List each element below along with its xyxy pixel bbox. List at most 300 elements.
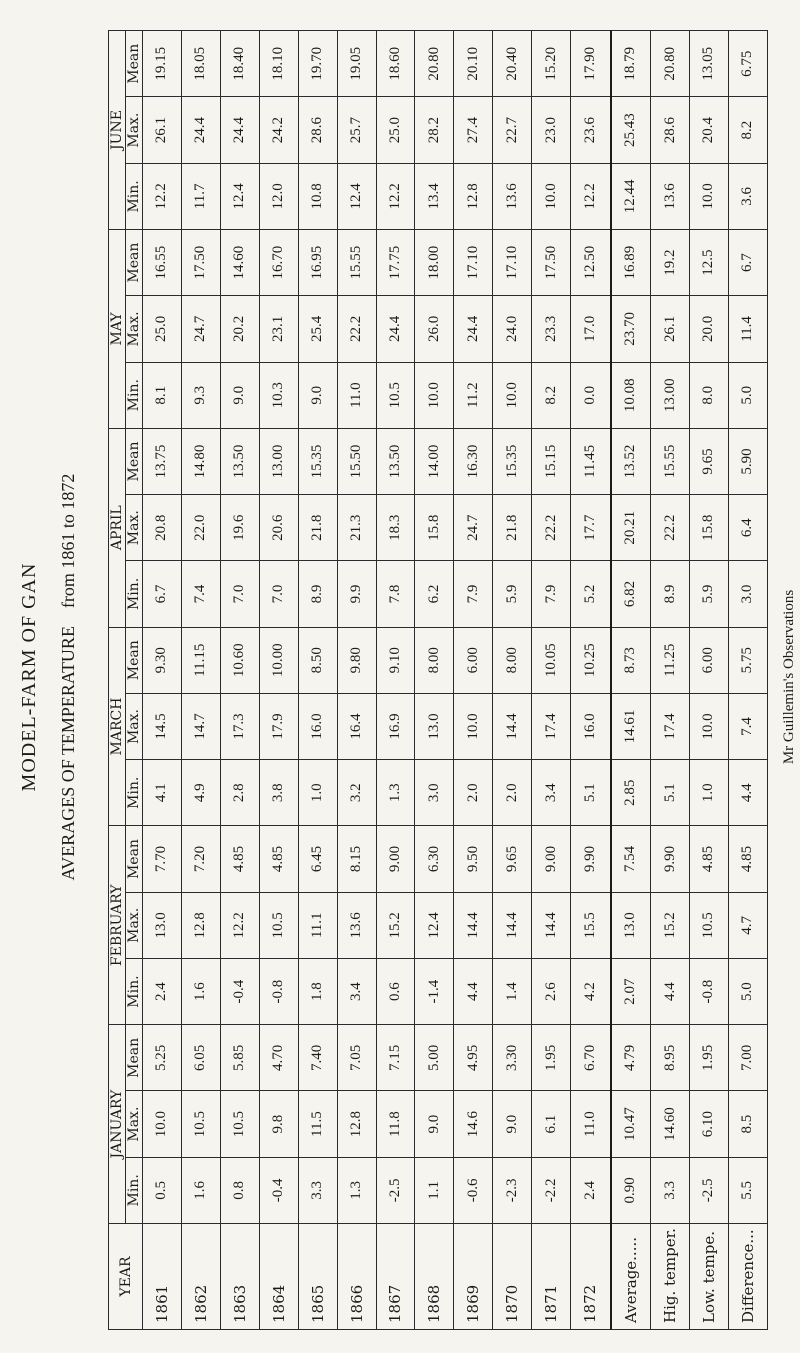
value-cell: 19.70 [298, 31, 337, 97]
value-cell: 20.8 [143, 495, 182, 561]
value-cell: 17.0 [571, 296, 611, 362]
value-cell: 18.10 [259, 31, 298, 97]
row-label: 1862 [181, 1224, 220, 1330]
running-header [770, 0, 800, 1353]
value-cell: 8.9 [651, 561, 690, 627]
value-cell: 23.70 [611, 296, 651, 362]
value-cell: 13.0 [611, 892, 651, 958]
value-cell: 12.44 [611, 163, 651, 229]
value-cell: 11.1 [298, 892, 337, 958]
row-label: 1864 [259, 1224, 298, 1330]
value-cell: -2.3 [493, 1157, 532, 1223]
value-cell: 10.5 [220, 1091, 259, 1157]
subheader-mean: Mean [126, 627, 143, 693]
value-cell: 24.7 [454, 495, 493, 561]
value-cell: 23.1 [259, 296, 298, 362]
value-cell: 17.90 [571, 31, 611, 97]
value-cell: 7.00 [728, 1025, 767, 1091]
value-cell: 4.4 [651, 958, 690, 1024]
value-cell: 15.50 [337, 428, 376, 494]
value-cell: 1.4 [493, 958, 532, 1024]
value-cell: 7.54 [611, 826, 651, 892]
value-cell: 1.3 [376, 760, 415, 826]
value-cell: 5.1 [651, 760, 690, 826]
page-title: MODEL-FARM OF GAN [18, 562, 40, 791]
value-cell: 28.6 [651, 97, 690, 163]
subheader-min: Min. [126, 958, 143, 1024]
value-cell: 4.85 [259, 826, 298, 892]
value-cell: 2.07 [611, 958, 651, 1024]
value-cell: 13.0 [143, 892, 182, 958]
value-cell: 6.30 [415, 826, 454, 892]
value-cell: 17.3 [220, 693, 259, 759]
value-cell: 18.40 [220, 31, 259, 97]
row-label: 1865 [298, 1224, 337, 1330]
value-cell: 26.1 [651, 296, 690, 362]
value-cell: 6.10 [689, 1091, 728, 1157]
value-cell: 24.2 [259, 97, 298, 163]
value-cell: 10.47 [611, 1091, 651, 1157]
value-cell: 13.52 [611, 428, 651, 494]
value-cell: 10.0 [454, 693, 493, 759]
value-cell: 3.3 [651, 1157, 690, 1223]
month-header-may: MAY [109, 230, 126, 429]
value-cell: -2.5 [689, 1157, 728, 1223]
value-cell: 18.3 [376, 495, 415, 561]
value-cell: 9.90 [651, 826, 690, 892]
value-cell: 27.4 [454, 97, 493, 163]
value-cell: 6.45 [298, 826, 337, 892]
row-label: 1870 [493, 1224, 532, 1330]
value-cell: 13.00 [651, 362, 690, 428]
table-row [376, 31, 415, 1330]
value-cell: -0.8 [259, 958, 298, 1024]
value-cell: 23.6 [571, 97, 611, 163]
value-cell: 17.50 [532, 230, 571, 296]
value-cell: 22.2 [651, 495, 690, 561]
value-cell: 15.15 [532, 428, 571, 494]
value-cell: 5.2 [571, 561, 611, 627]
value-cell: 5.9 [493, 561, 532, 627]
value-cell: 7.70 [143, 826, 182, 892]
subheader-max: Max. [126, 296, 143, 362]
value-cell: 3.4 [337, 958, 376, 1024]
value-cell: 20.80 [651, 31, 690, 97]
table-row [298, 31, 337, 1330]
value-cell: 5.9 [689, 561, 728, 627]
year-header: YEAR [109, 1224, 143, 1330]
value-cell: 12.0 [259, 163, 298, 229]
value-cell: 4.95 [454, 1025, 493, 1091]
value-cell: 7.9 [532, 561, 571, 627]
value-cell: 16.9 [376, 693, 415, 759]
subheader-max: Max. [126, 1091, 143, 1157]
value-cell: 7.9 [454, 561, 493, 627]
row-label: 1871 [532, 1224, 571, 1330]
value-cell: 4.1 [143, 760, 182, 826]
value-cell: 10.0 [689, 693, 728, 759]
value-cell: 8.00 [493, 627, 532, 693]
value-cell: 10.5 [376, 362, 415, 428]
value-cell: 26.1 [143, 97, 182, 163]
value-cell: 19.2 [651, 230, 690, 296]
page-subtitle [58, 473, 79, 880]
subheader-mean: Mean [126, 230, 143, 296]
temperature-table [108, 30, 768, 1330]
value-cell: 6.7 [728, 230, 767, 296]
value-cell: 8.50 [298, 627, 337, 693]
row-label: 1866 [337, 1224, 376, 1330]
value-cell: 10.5 [181, 1091, 220, 1157]
month-header-june: JUNE [109, 31, 126, 230]
value-cell: 24.7 [181, 296, 220, 362]
value-cell: 17.4 [651, 693, 690, 759]
value-cell: 0.8 [220, 1157, 259, 1223]
value-cell: 25.0 [143, 296, 182, 362]
table-row [571, 31, 611, 1330]
value-cell: 8.2 [728, 97, 767, 163]
value-cell: 20.2 [220, 296, 259, 362]
value-cell: 24.0 [493, 296, 532, 362]
subheader-max: Max. [126, 693, 143, 759]
value-cell: 1.6 [181, 958, 220, 1024]
value-cell: 6.05 [181, 1025, 220, 1091]
value-cell: 18.79 [611, 31, 651, 97]
value-cell: 22.2 [337, 296, 376, 362]
value-cell: 10.00 [259, 627, 298, 693]
value-cell: 17.50 [181, 230, 220, 296]
value-cell: 16.55 [143, 230, 182, 296]
value-cell: 16.70 [259, 230, 298, 296]
value-cell: 4.4 [454, 958, 493, 1024]
value-cell: 9.90 [571, 826, 611, 892]
value-cell: 9.0 [493, 1091, 532, 1157]
value-cell: 9.65 [493, 826, 532, 892]
value-cell: 2.0 [454, 760, 493, 826]
month-header-march: MARCH [109, 627, 126, 826]
value-cell: 13.0 [415, 693, 454, 759]
value-cell: 8.9 [298, 561, 337, 627]
value-cell: 17.10 [454, 230, 493, 296]
value-cell: 4.79 [611, 1025, 651, 1091]
value-cell: 8.1 [143, 362, 182, 428]
value-cell: 14.60 [220, 230, 259, 296]
value-cell: 6.00 [689, 627, 728, 693]
value-cell: 5.0 [728, 958, 767, 1024]
value-cell: 8.73 [611, 627, 651, 693]
value-cell: 14.5 [143, 693, 182, 759]
value-cell: 19.15 [143, 31, 182, 97]
value-cell: 20.80 [415, 31, 454, 97]
row-label: 1867 [376, 1224, 415, 1330]
value-cell: 2.4 [143, 958, 182, 1024]
value-cell: 16.0 [571, 693, 611, 759]
value-cell: 3.8 [259, 760, 298, 826]
value-cell: 1.0 [689, 760, 728, 826]
value-cell: 12.50 [571, 230, 611, 296]
value-cell: -0.4 [259, 1157, 298, 1223]
month-header-april: APRIL [109, 428, 126, 627]
value-cell: 7.05 [337, 1025, 376, 1091]
value-cell: -2.2 [532, 1157, 571, 1223]
value-cell: 25.43 [611, 97, 651, 163]
value-cell: 19.05 [337, 31, 376, 97]
value-cell: 23.0 [532, 97, 571, 163]
title-block [0, 0, 100, 1353]
value-cell: 6.2 [415, 561, 454, 627]
value-cell: 5.75 [728, 627, 767, 693]
subheader-mean: Mean [126, 1025, 143, 1091]
value-cell: 4.85 [689, 826, 728, 892]
value-cell: 28.6 [298, 97, 337, 163]
value-cell: 7.0 [259, 561, 298, 627]
value-cell: 10.0 [493, 362, 532, 428]
value-cell: 2.4 [571, 1157, 611, 1223]
value-cell: 4.2 [571, 958, 611, 1024]
row-label: Hig. temper. [651, 1224, 690, 1330]
subheader-row [126, 31, 143, 1330]
value-cell: 10.0 [143, 1091, 182, 1157]
value-cell: 15.2 [651, 892, 690, 958]
value-cell: 8.95 [651, 1025, 690, 1091]
value-cell: 16.95 [298, 230, 337, 296]
value-cell: 15.8 [689, 495, 728, 561]
value-cell: 10.3 [259, 362, 298, 428]
value-cell: 14.4 [493, 892, 532, 958]
value-cell: 9.0 [220, 362, 259, 428]
value-cell: 7.15 [376, 1025, 415, 1091]
value-cell: 10.05 [532, 627, 571, 693]
subheader-mean: Mean [126, 31, 143, 97]
value-cell: 1.95 [532, 1025, 571, 1091]
value-cell: 9.50 [454, 826, 493, 892]
value-cell: 23.3 [532, 296, 571, 362]
value-cell: 14.4 [454, 892, 493, 958]
row-label: 1872 [571, 1224, 611, 1330]
value-cell: 4.7 [728, 892, 767, 958]
row-label: Difference... [728, 1224, 767, 1330]
subheader-min: Min. [126, 1157, 143, 1223]
value-cell: 4.9 [181, 760, 220, 826]
value-cell: 19.6 [220, 495, 259, 561]
row-label: 1863 [220, 1224, 259, 1330]
subheader-max: Max. [126, 892, 143, 958]
value-cell: 14.4 [532, 892, 571, 958]
value-cell: 13.6 [337, 892, 376, 958]
value-cell: 7.4 [181, 561, 220, 627]
value-cell: 5.0 [728, 362, 767, 428]
value-cell: 9.10 [376, 627, 415, 693]
value-cell: 10.0 [532, 163, 571, 229]
value-cell: 14.6 [454, 1091, 493, 1157]
value-cell: 12.4 [415, 892, 454, 958]
value-cell: 5.5 [728, 1157, 767, 1223]
value-cell: 17.4 [532, 693, 571, 759]
value-cell: 10.25 [571, 627, 611, 693]
row-label: 1861 [143, 1224, 182, 1330]
value-cell: -0.6 [454, 1157, 493, 1223]
value-cell: 8.0 [689, 362, 728, 428]
value-cell: 21.3 [337, 495, 376, 561]
month-header-february: FEBRUARY [109, 826, 126, 1025]
value-cell: 16.0 [298, 693, 337, 759]
value-cell: 10.0 [689, 163, 728, 229]
table-row [220, 31, 259, 1330]
value-cell: 15.2 [376, 892, 415, 958]
value-cell: 25.4 [298, 296, 337, 362]
value-cell: 1.3 [337, 1157, 376, 1223]
value-cell: 12.8 [181, 892, 220, 958]
value-cell: 20.0 [689, 296, 728, 362]
value-cell: -0.4 [220, 958, 259, 1024]
value-cell: -1.4 [415, 958, 454, 1024]
value-cell: 22.2 [532, 495, 571, 561]
value-cell: 11.0 [571, 1091, 611, 1157]
value-cell: 3.30 [493, 1025, 532, 1091]
value-cell: 0.90 [611, 1157, 651, 1223]
value-cell: 4.85 [728, 826, 767, 892]
value-cell: 13.00 [259, 428, 298, 494]
value-cell: 17.9 [259, 693, 298, 759]
value-cell: 15.20 [532, 31, 571, 97]
value-cell: 14.61 [611, 693, 651, 759]
subheader-min: Min. [126, 561, 143, 627]
value-cell: 7.0 [220, 561, 259, 627]
table-row [143, 31, 182, 1330]
value-cell: 11.7 [181, 163, 220, 229]
value-cell: 20.6 [259, 495, 298, 561]
value-cell: 8.15 [337, 826, 376, 892]
value-cell: 8.2 [532, 362, 571, 428]
value-cell: 1.0 [298, 760, 337, 826]
value-cell: 25.0 [376, 97, 415, 163]
value-cell: 0.5 [143, 1157, 182, 1223]
value-cell: 9.65 [689, 428, 728, 494]
value-cell: 6.70 [571, 1025, 611, 1091]
value-cell: 12.4 [220, 163, 259, 229]
value-cell: 0.0 [571, 362, 611, 428]
value-cell: 5.90 [728, 428, 767, 494]
value-cell: 21.8 [493, 495, 532, 561]
value-cell: 5.1 [571, 760, 611, 826]
value-cell: 20.4 [689, 97, 728, 163]
value-cell: 5.00 [415, 1025, 454, 1091]
value-cell: 25.7 [337, 97, 376, 163]
value-cell: 14.7 [181, 693, 220, 759]
value-cell: 9.3 [181, 362, 220, 428]
table-row [259, 31, 298, 1330]
value-cell: -2.5 [376, 1157, 415, 1223]
value-cell: 10.08 [611, 362, 651, 428]
value-cell: 12.8 [454, 163, 493, 229]
subheader-min: Min. [126, 760, 143, 826]
value-cell: 8.5 [728, 1091, 767, 1157]
value-cell: 16.4 [337, 693, 376, 759]
value-cell: 12.2 [571, 163, 611, 229]
value-cell: 2.6 [532, 958, 571, 1024]
value-cell: 14.80 [181, 428, 220, 494]
value-cell: 15.8 [415, 495, 454, 561]
value-cell: 24.4 [181, 97, 220, 163]
value-cell: 6.00 [454, 627, 493, 693]
value-cell: 17.10 [493, 230, 532, 296]
value-cell: 15.55 [337, 230, 376, 296]
value-cell: 26.0 [415, 296, 454, 362]
subheader-min: Min. [126, 362, 143, 428]
value-cell: 12.8 [337, 1091, 376, 1157]
value-cell: 20.10 [454, 31, 493, 97]
row-label: Average..... [611, 1224, 651, 1330]
value-cell: 13.4 [415, 163, 454, 229]
summary-row [611, 31, 651, 1330]
subtitle-line-2: from 1861 to 1872 [58, 473, 78, 608]
value-cell: 4.85 [220, 826, 259, 892]
value-cell: 13.50 [220, 428, 259, 494]
value-cell: 21.8 [298, 495, 337, 561]
value-cell: 7.20 [181, 826, 220, 892]
value-cell: 6.4 [728, 495, 767, 561]
value-cell: 14.60 [651, 1091, 690, 1157]
value-cell: 11.0 [337, 362, 376, 428]
value-cell: 28.2 [415, 97, 454, 163]
value-cell: 3.6 [728, 163, 767, 229]
value-cell: 20.21 [611, 495, 651, 561]
value-cell: 1.95 [689, 1025, 728, 1091]
value-cell: 13.50 [376, 428, 415, 494]
value-cell: 7.40 [298, 1025, 337, 1091]
value-cell: 18.00 [415, 230, 454, 296]
value-cell: 6.82 [611, 561, 651, 627]
table-row [454, 31, 493, 1330]
value-cell: 13.6 [493, 163, 532, 229]
month-header-january: JANUARY [109, 1025, 126, 1224]
value-cell: 6.1 [532, 1091, 571, 1157]
value-cell: 7.4 [728, 693, 767, 759]
value-cell: 10.5 [259, 892, 298, 958]
value-cell: 4.4 [728, 760, 767, 826]
summary-row [728, 31, 767, 1330]
value-cell: 15.35 [298, 428, 337, 494]
value-cell: 13.05 [689, 31, 728, 97]
value-cell: 9.30 [143, 627, 182, 693]
value-cell: 3.2 [337, 760, 376, 826]
row-label: 1868 [415, 1224, 454, 1330]
temperature-table-container [108, 30, 768, 1330]
value-cell: 11.45 [571, 428, 611, 494]
value-cell: 15.55 [651, 428, 690, 494]
value-cell: 24.4 [220, 97, 259, 163]
table-body [143, 31, 768, 1330]
subheader-mean: Mean [126, 428, 143, 494]
value-cell: 7.8 [376, 561, 415, 627]
value-cell: 8.00 [415, 627, 454, 693]
value-cell: 3.0 [728, 561, 767, 627]
value-cell: 22.0 [181, 495, 220, 561]
subtitle-line-1: AVERAGES OF TEMPERATURE [58, 625, 78, 880]
value-cell: 11.4 [728, 296, 767, 362]
subheader-max: Max. [126, 97, 143, 163]
value-cell: 12.2 [220, 892, 259, 958]
value-cell: 12.4 [337, 163, 376, 229]
value-cell: 16.89 [611, 230, 651, 296]
row-label: Low. tempe. [689, 1224, 728, 1330]
subheader-min: Min. [126, 163, 143, 229]
table-row [493, 31, 532, 1330]
table-row [181, 31, 220, 1330]
value-cell: 24.4 [454, 296, 493, 362]
value-cell: 10.60 [220, 627, 259, 693]
value-cell: 9.80 [337, 627, 376, 693]
